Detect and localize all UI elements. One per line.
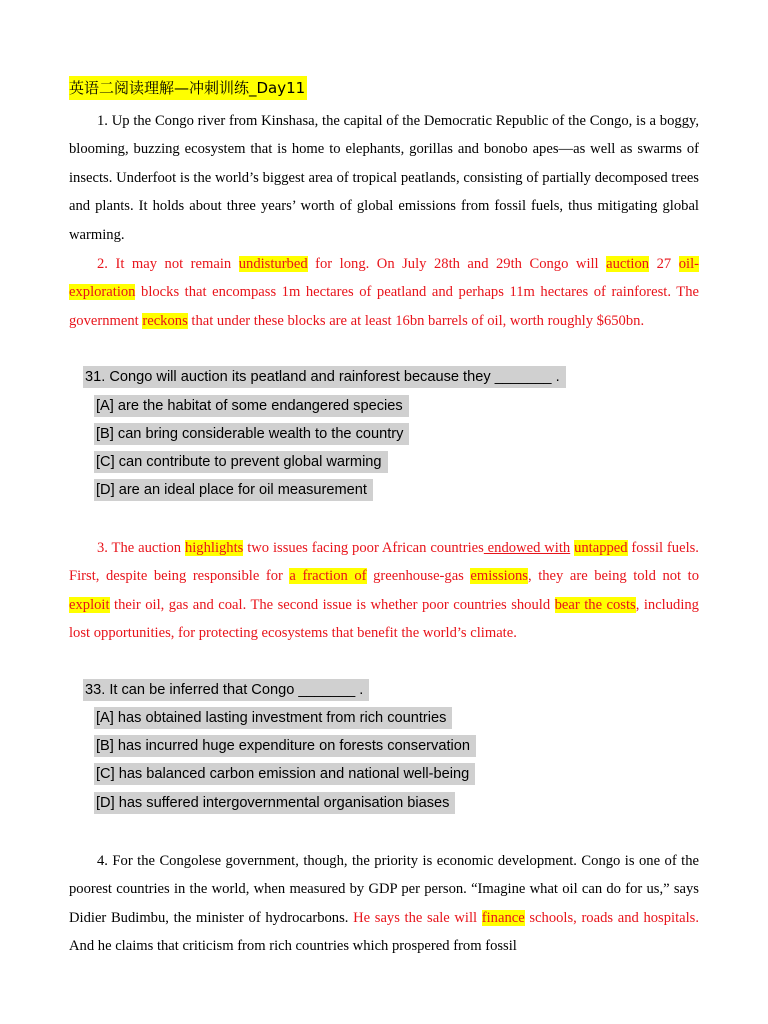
paragraph-4 [69, 847, 699, 961]
page-title: 英语二阅读理解—冲刺训练_Day11 [69, 76, 307, 100]
question-31-option-b: [B] can bring considerable wealth to the country [94, 423, 409, 445]
p3-highlight-exploit: exploit [69, 596, 110, 613]
p2-text: 2. It may not remain [97, 256, 239, 272]
p2-highlight-auction: auction [606, 256, 650, 272]
p3-highlight-untapped: untapped [574, 540, 628, 556]
question-31-option-d: [D] are an ideal place for oil measurement [94, 479, 373, 501]
p3-text: greenhouse-gas [366, 568, 471, 585]
paragraph-2 [69, 250, 699, 335]
p4-highlight-finance: finance [481, 909, 525, 926]
p2-text: blocks that encompass 1m hectares of peatland and perhaps 11m hectares of rainforest. The government [69, 284, 699, 329]
p3-text: two issues facing poor African countries [243, 540, 484, 556]
question-33-option-c: [C] has balanced carbon emission and national well-being [94, 763, 475, 785]
p2-text: that under these blocks are at least 16bn barrels of oil, worth roughly $650bn. [187, 312, 645, 329]
p3-text: their oil, gas and coal. The second issue is whether poor countries should [109, 596, 555, 613]
p2-highlight-oil-exploration: oil-exploration [69, 256, 699, 301]
question-31-option-c: [C] can contribute to prevent global warming [94, 451, 388, 473]
paragraph-3 [69, 534, 699, 648]
p3-highlight-bear-the-costs: bear the costs [554, 596, 636, 613]
question-33-stem: 33. It can be inferred that Congo _______ . [83, 679, 369, 701]
p4-red-text: schools, roads and hospitals. [524, 909, 699, 926]
p3-highlight-a-fraction-of: a fraction of [289, 568, 367, 585]
question-33-option-d: [D] has suffered intergovernmental organisation biases [94, 792, 455, 814]
p2-text: 27 [649, 256, 679, 272]
p4-text: 4. For the Congolese government, though, the priority is economic development. Congo is one of the poorest countries in the world, when measured by GDP per person. “Imagine what oil can do for us,” says Didier Budimbu, the minister of hydrocarbons. [69, 853, 699, 926]
p2-text: for long. On July 28th and 29th Congo will [307, 256, 607, 272]
paragraph-1: 1. Up the Congo river from Kinshasa, the capital of the Democratic Republic of the Congo, is a boggy, blooming, buzzing ecosystem that is home to elephants, gorillas and bonobo apes—as well as swarms of insects. Underfoot is the world’s biggest area of tropical peatlands, consisting of partially decomposed trees and plants. It holds about three years’ worth of global emissions from fossil fuels, thus mitigating global warming. [69, 113, 699, 243]
p4-text: And he claims that criticism from rich countries which prospered from fossil [69, 938, 517, 955]
p3-text: 3. The auction [97, 540, 185, 556]
question-33-option-b: [B] has incurred huge expenditure on forests conservation [94, 735, 476, 757]
p3-underline-endowed-with: endowed with [483, 540, 571, 556]
question-31-stem: 31. Congo will auction its peatland and rainforest because they _______ . [83, 366, 566, 388]
question-33-option-a: [A] has obtained lasting investment from rich countries [94, 707, 452, 729]
p3-text: , including lost opportunities, for protecting ecosystems that benefit the world’s climate. [69, 596, 699, 642]
p4-red-text: He says the sale will [353, 909, 482, 926]
p3-text: fossil fuels. First, despite being responsible for [69, 540, 699, 585]
p3-highlight-highlights: highlights [184, 540, 244, 556]
question-31-option-a: [A] are the habitat of some endangered species [94, 395, 409, 417]
p2-highlight-reckons: reckons [142, 312, 188, 329]
p2-highlight-undisturbed: undisturbed [238, 256, 308, 272]
p3-highlight-emissions: emissions [470, 568, 528, 585]
p3-text: , they are being told not to [528, 568, 700, 585]
